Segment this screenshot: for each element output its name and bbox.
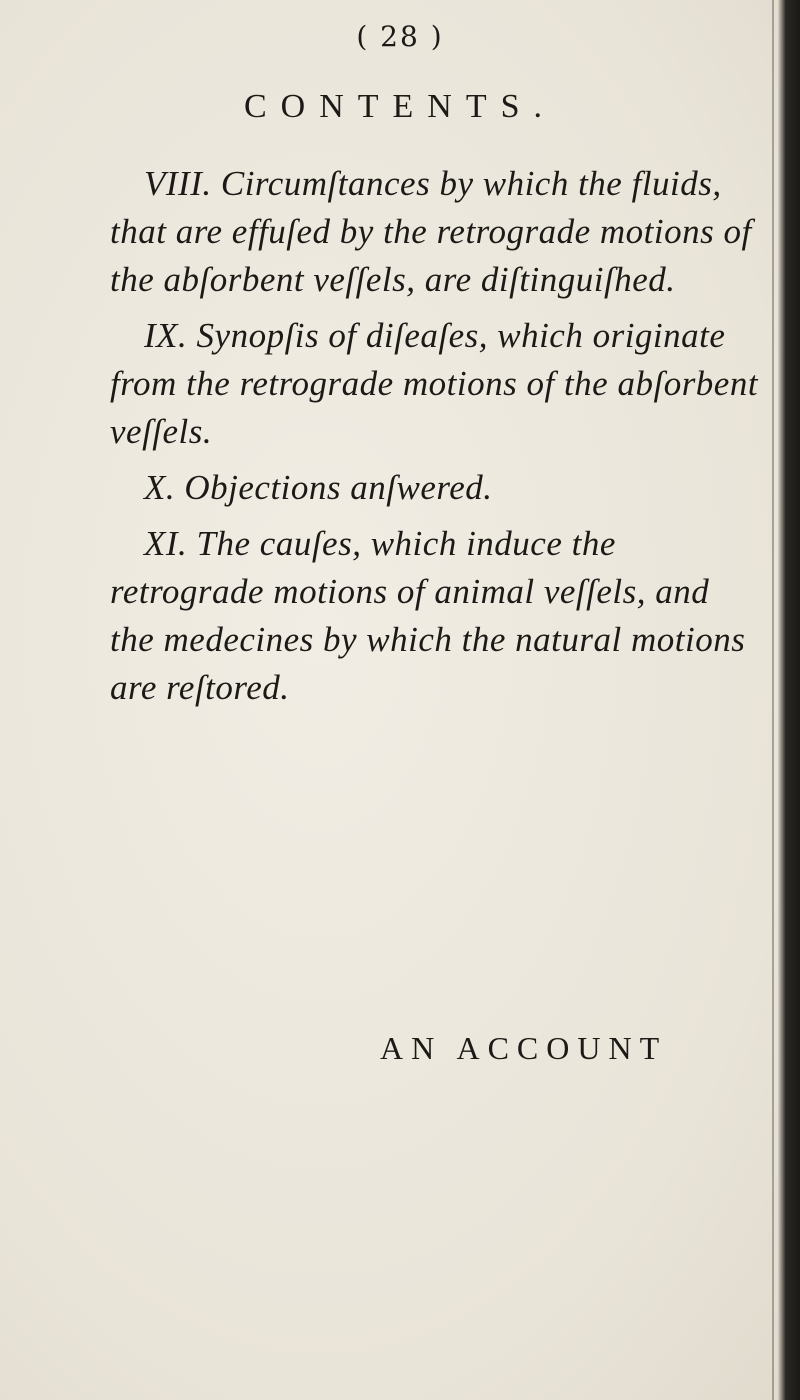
page-edge-shadow <box>772 0 774 1400</box>
entry-text: The cauſes, which induce the retrograde motions of animal veſſels, and the medecines by which the natural motions are reſtored. <box>110 524 746 707</box>
entry-text: Circumſtances by which the fluids, that are effuſed by the retrograde motions of the abſorbent veſſels, are diſtinguiſhed. <box>110 164 752 299</box>
entry-numeral: XI. <box>144 524 188 563</box>
book-spine <box>778 0 800 1400</box>
entry-text: Synopſis of diſeaſes, which originate from the retrograde motions of the abſorbent veſſels. <box>110 316 759 451</box>
entry-text: Objections anſwered. <box>184 468 493 507</box>
page-number: ( 28 ) <box>356 20 444 53</box>
contents-entry-viii <box>110 160 760 304</box>
entry-numeral: IX. <box>144 316 188 355</box>
contents-list <box>110 160 760 720</box>
catchword: AN ACCOUNT <box>380 1030 668 1066</box>
entry-numeral: VIII. <box>144 164 212 203</box>
page-heading: CONTENTS. <box>243 88 557 125</box>
contents-entry-xi <box>110 520 760 712</box>
entry-numeral: X. <box>144 468 176 507</box>
contents-entry-ix <box>110 312 760 456</box>
contents-entry-x <box>110 464 760 512</box>
